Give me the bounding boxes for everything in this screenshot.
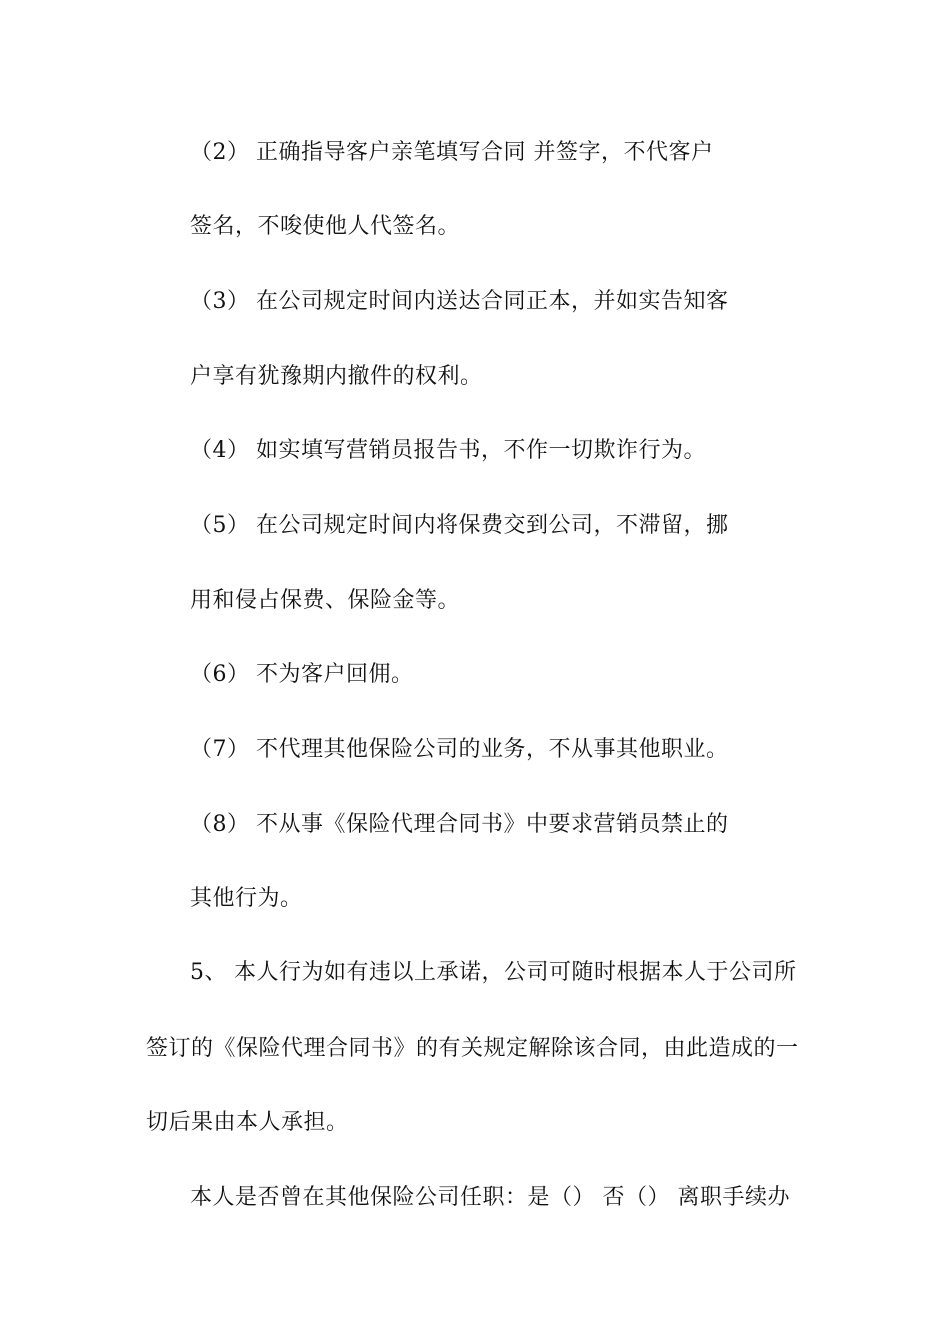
list-item-6 xyxy=(190,660,414,690)
clause-5-line-2: 签订的《保险代理合同书》的有关规定解除该合同，由此造成的一 xyxy=(146,1036,799,1061)
list-item-3 xyxy=(190,287,729,317)
item-number: （6） xyxy=(190,662,250,687)
clause-5-line-3: 切后果由本人承担。 xyxy=(146,1110,349,1135)
list-item-5-continuation: 用和侵占保费、保险金等。 xyxy=(190,588,461,613)
item-text: 在公司规定时间内将保费交到公司，不滞留，挪 xyxy=(256,513,729,538)
clause-number: 5、 xyxy=(190,960,227,985)
item-text: 不为客户回佣。 xyxy=(256,662,414,687)
list-item-8-continuation: 其他行为。 xyxy=(190,886,303,911)
item-number: （5） xyxy=(190,513,250,538)
list-item-2 xyxy=(190,138,714,168)
clause-text: 本人行为如有违以上承诺，公司可随时根据本人于公司所 xyxy=(234,960,797,985)
item-number: （4） xyxy=(190,438,250,463)
item-number: （3） xyxy=(190,289,250,314)
item-number: （2） xyxy=(190,140,250,165)
item-number: （7） xyxy=(190,737,250,762)
item-text: 不代理其他保险公司的业务，不从事其他职业。 xyxy=(256,737,729,762)
prior-employment-question: 本人是否曾在其他保险公司任职：是（） 否（） 离职手续办 xyxy=(190,1185,790,1210)
item-text: 不从事《保险代理合同书》中要求营销员禁止的 xyxy=(256,812,729,837)
item-text: 如实填写营销员报告书，不作一切欺诈行为。 xyxy=(256,438,707,463)
list-item-3-continuation: 户享有犹豫期内撤件的权利。 xyxy=(190,364,483,389)
clause-5 xyxy=(190,958,797,988)
item-number: （8） xyxy=(190,812,250,837)
list-item-2-continuation: 签名，不唆使他人代签名。 xyxy=(190,214,461,239)
item-text: 正确指导客户亲笔填写合同 并签字，不代客户 xyxy=(256,140,714,165)
list-item-4 xyxy=(190,436,706,466)
list-item-7 xyxy=(190,735,729,765)
list-item-5 xyxy=(190,511,729,541)
list-item-8 xyxy=(190,810,729,840)
item-text: 在公司规定时间内送达合同正本，并如实告知客 xyxy=(256,289,729,314)
